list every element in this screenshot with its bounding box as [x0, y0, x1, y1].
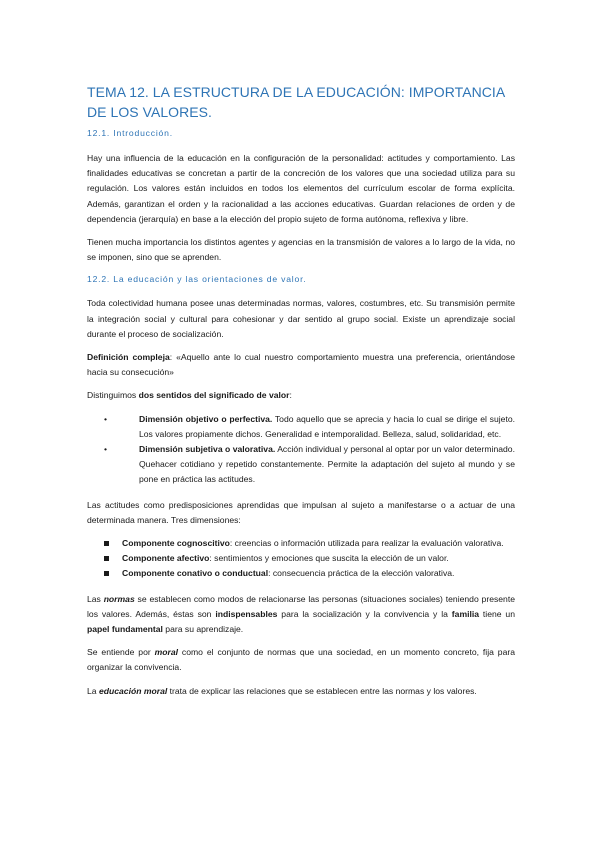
normas-text: para su aprendizaje.	[162, 624, 244, 635]
moral-text: como el conjunto de normas que una sociedad, en un momento concreto, fija para organizar la convivencia.	[87, 647, 515, 673]
section-heading-orientaciones: 12.2. La educación y las orientaciones de valor.	[87, 274, 307, 285]
edu-moral-text: La	[87, 685, 99, 696]
paragraph-intro-2: Tienen mucha importancia los distintos agentes y agencias en la transmisión de valores a lo largo de la vida, no se imponen, sino que se aprenden.	[87, 237, 515, 263]
list-item	[87, 412, 515, 442]
list-item	[87, 551, 515, 566]
dimension-text: Acción individual y personal al optar por un valor determinado. Quehacer cotidiano y repetido constantemente. Permite la adaptación del sujeto al mundo y se pone en práctica las actitudes.	[139, 444, 515, 485]
component-label: Componente afectivo	[122, 553, 210, 564]
component-text: : creencias o información utilizada para realizar la evaluación valorativa.	[229, 538, 504, 549]
moral-text: Se entiende por	[87, 647, 155, 658]
bullet-icon: •	[104, 444, 108, 455]
normas-text: para la socialización y la convivencia y la	[277, 608, 452, 619]
normas-text: Las	[87, 593, 104, 604]
list-item	[87, 566, 515, 581]
dimension-label: Dimensión subjetiva o valorativa.	[139, 444, 276, 455]
square-bullet-icon	[104, 571, 109, 576]
paragraph-moral	[87, 645, 515, 675]
paragraph-normas	[87, 592, 515, 638]
sentidos-bold: dos sentidos del significado de valor	[138, 390, 290, 401]
normas-term: normas	[103, 593, 135, 604]
sentidos-prefix: Distinguimos	[87, 390, 139, 401]
dimension-text: Todo aquello que se aprecia y hacia lo cual se dirige el sujeto. Los valores propiamente dichos. Generalidad e intemporalidad. Belleza, salud, solidaridad, etc.	[139, 413, 516, 439]
dimension-label: Dimensión objetivo o perfectiva.	[139, 413, 273, 424]
edu-moral-text: trata de explicar las relaciones que se establecen entre las normas y los valores.	[167, 685, 477, 696]
paragraph-actitudes: Las actitudes como predisposiciones aprendidas que impulsan al sujeto a manifestarse o a actuar de una determinada manera. Tres dimensiones:	[87, 499, 515, 525]
definicion-text: : «Aquello ante lo cual nuestro comportamiento muestra una preferencia, orientándose hacia su consecución»	[87, 352, 515, 378]
definicion-label: Definición compleja	[87, 352, 170, 363]
edu-moral-term: educación moral	[98, 685, 168, 696]
section-heading-introduccion: 12.1. Introducción.	[87, 128, 173, 138]
component-label: Componente cognoscitivo	[122, 538, 230, 549]
component-text: : consecuencia práctica de la elección valorativa.	[268, 568, 455, 579]
bullet-icon: •	[104, 413, 108, 424]
component-text: : sentimientos y emociones que suscita la elección de un valor.	[209, 553, 449, 564]
moral-term: moral	[154, 647, 179, 658]
normas-bold: papel fundamental	[87, 624, 163, 635]
square-bullet-icon	[104, 556, 109, 561]
normas-bold: indispensables	[215, 608, 278, 619]
dimensions-list	[87, 412, 515, 488]
sentidos-suffix: :	[289, 390, 292, 401]
paragraph-educacion-moral	[87, 684, 515, 699]
paragraph-definicion	[87, 350, 515, 380]
components-list	[87, 536, 515, 582]
paragraph-sentidos	[87, 388, 515, 403]
list-item	[87, 442, 515, 488]
component-label: Componente conativo o conductual	[122, 568, 269, 579]
normas-text: se establecen como modos de relacionarse las personas (situaciones sociales) teniendo presente los valores. Además, éstas son	[87, 593, 515, 619]
square-bullet-icon	[104, 541, 109, 546]
paragraph-intro-1: Hay una influencia de la educación en la configuración de la personalidad: actitudes y comportamiento. Las finalidades educativas se concretan a partir de la concreción de los valores que una sociedad utiliza para su regulación. Los valores están incluidos en todos los elementos del currículum escolar de forma explícita. Además, garantizan el orden y la racionalidad a las acciones educativas. Guardan relaciones de orden y de dependencia (jerarquía) en base a la elección del propio sujeto de forma autónoma, reflexiva y libre.	[87, 153, 515, 224]
page-title: TEMA 12. LA ESTRUCTURA DE LA EDUCACIÓN: IMPORTANCIA DE LOS VALORES.	[87, 84, 505, 120]
normas-text: tiene un	[479, 608, 515, 619]
document-page	[87, 82, 515, 707]
list-item	[87, 536, 515, 551]
paragraph-colectividad: Toda colectividad humana posee unas determinadas normas, valores, costumbres, etc. Su transmisión permite la integración social y cultural para cohesionar y dar sentido al grupo social. Existe un aprendizaje social durante el proceso de socialización.	[87, 298, 515, 339]
normas-bold: familia	[451, 608, 480, 619]
